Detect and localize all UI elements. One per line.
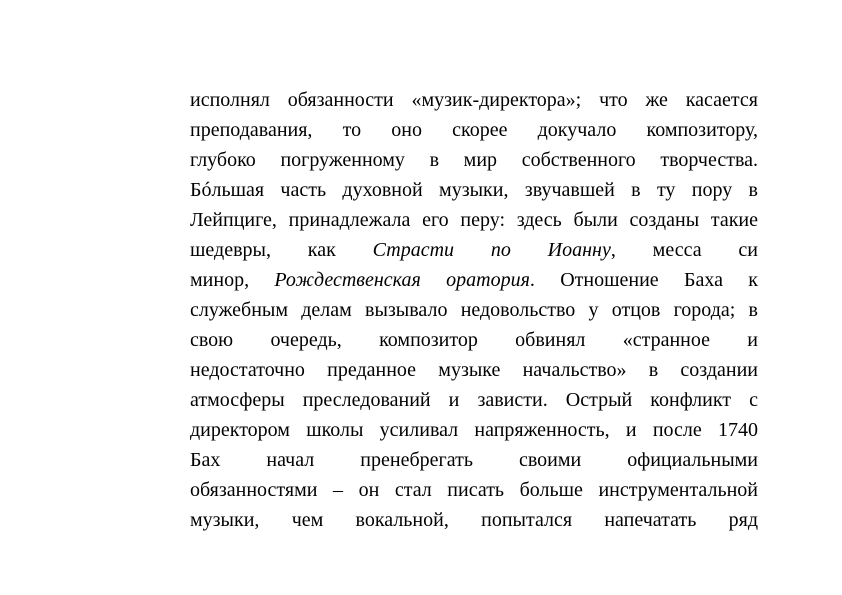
text-segment: . Отношение Баха к bbox=[529, 269, 758, 291]
text-segment: обязанностями – он стал писать больше инструментальной bbox=[190, 479, 758, 501]
text-line bbox=[190, 235, 758, 265]
text-segment: свою очередь, композитор обвинял «странное и bbox=[190, 329, 758, 351]
text-line bbox=[190, 265, 758, 295]
text-line bbox=[190, 145, 758, 175]
text-segment: Бóльшая часть духовной музыки, звучавшей в ту пору в bbox=[190, 179, 758, 201]
text-line bbox=[190, 295, 758, 325]
text-line bbox=[190, 355, 758, 385]
text-line bbox=[190, 205, 758, 235]
text-segment: минор, bbox=[190, 269, 275, 291]
text-line bbox=[190, 385, 758, 415]
text-segment: музыки, чем вокальной, попытался напечатать ряд bbox=[190, 509, 758, 531]
text-line bbox=[190, 505, 758, 535]
text-segment: директором школы усиливал напряженность, и после 1740 bbox=[190, 419, 758, 441]
italic-title: Рождественская оратория bbox=[274, 269, 530, 291]
italic-title: Страсти по Иоанну bbox=[372, 239, 611, 261]
body-text bbox=[190, 85, 758, 535]
text-segment: глубоко погруженному в мир собственного творчества. bbox=[190, 149, 758, 171]
text-segment: преподавания, то оно скорее докучало композитору, bbox=[190, 119, 758, 141]
text-segment: недостаточно преданное музыке начальство» в создании bbox=[190, 359, 758, 381]
text-line bbox=[190, 415, 758, 445]
text-segment: атмосферы преследований и зависти. Острый конфликт с bbox=[190, 389, 758, 411]
text-line bbox=[190, 325, 758, 355]
text-segment: шедевры, как bbox=[190, 239, 373, 261]
text-line bbox=[190, 85, 758, 115]
text-segment: исполнял обязанности «музик-директора»; что же касается bbox=[190, 89, 758, 111]
text-segment: , месса си bbox=[610, 239, 758, 261]
text-line bbox=[190, 475, 758, 505]
text-segment: служебным делам вызывало недовольство у отцов города; в bbox=[190, 299, 758, 321]
text-line bbox=[190, 115, 758, 145]
text-segment: Бах начал пренебрегать своими официальными bbox=[190, 449, 758, 471]
text-segment: Лейпциге, принадлежала его перу: здесь были созданы такие bbox=[190, 209, 758, 231]
text-line bbox=[190, 175, 758, 205]
text-line bbox=[190, 445, 758, 475]
